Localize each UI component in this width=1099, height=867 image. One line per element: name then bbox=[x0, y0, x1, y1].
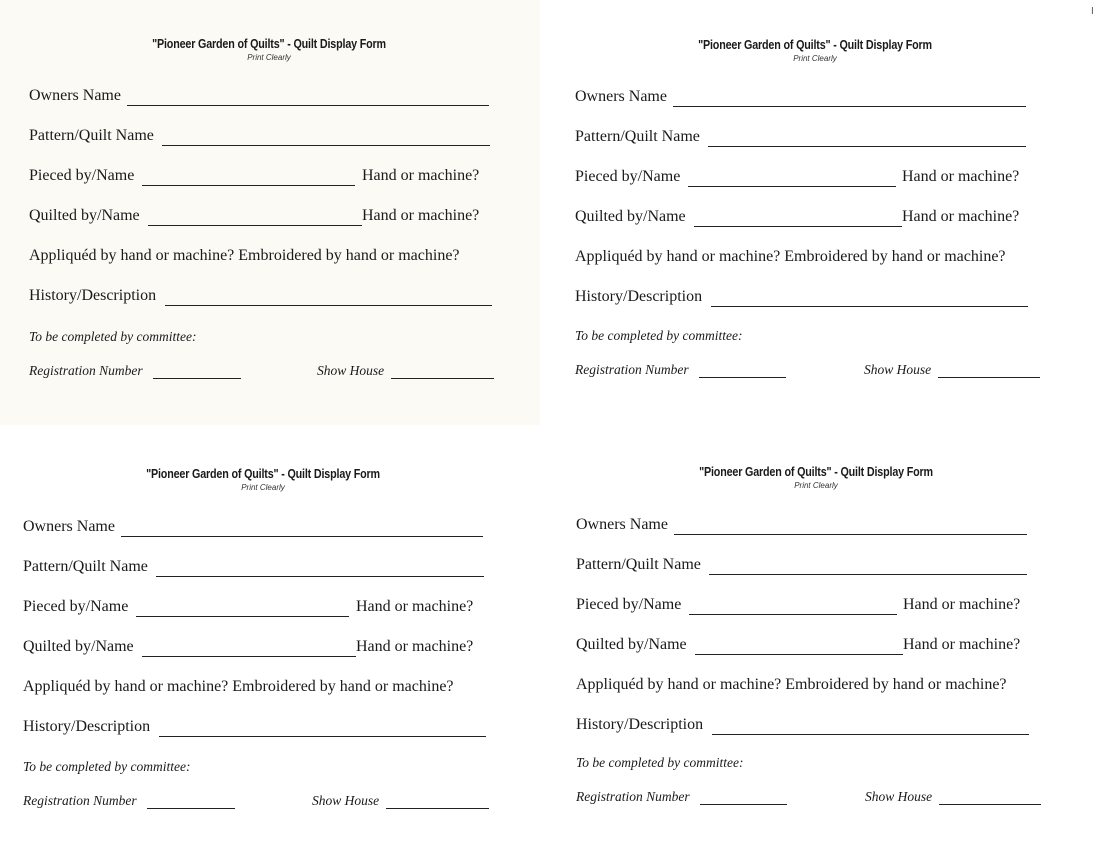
form-subtitle: Print Clearly bbox=[247, 53, 291, 62]
pieced-by-field[interactable] bbox=[688, 186, 896, 187]
pieced-by-label: Pieced by/Name bbox=[576, 596, 682, 613]
registration-number-field[interactable] bbox=[700, 804, 787, 805]
show-house-label: Show House bbox=[312, 793, 380, 808]
form-title: "Pioneer Garden of Quilts" - Quilt Display Form bbox=[146, 467, 380, 481]
pieced-by-label: Pieced by/Name bbox=[23, 598, 129, 615]
pieced-by-field[interactable] bbox=[142, 185, 355, 186]
quilted-by-field[interactable] bbox=[142, 656, 356, 657]
quilted-hand-machine-label: Hand or machine? bbox=[903, 636, 1021, 653]
pattern-name-field[interactable] bbox=[708, 146, 1026, 147]
applique-embroidery-line: Appliquéd by hand or machine? Embroidered by hand or machine? bbox=[23, 678, 454, 695]
pieced-hand-machine-label: Hand or machine? bbox=[902, 168, 1020, 185]
form-subtitle: Print Clearly bbox=[793, 54, 837, 63]
history-description-field[interactable] bbox=[712, 734, 1029, 735]
quilted-by-label: Quilted by/Name bbox=[23, 638, 134, 655]
form-title: "Pioneer Garden of Quilts" - Quilt Display Form bbox=[699, 465, 933, 479]
corner-mark: I bbox=[1091, 6, 1094, 17]
pattern-name-field[interactable] bbox=[162, 145, 490, 146]
committee-note: To be completed by committee: bbox=[23, 759, 191, 774]
show-house-label: Show House bbox=[317, 363, 385, 378]
quilted-by-field[interactable] bbox=[148, 225, 362, 226]
history-description-field[interactable] bbox=[711, 306, 1028, 307]
owners-name-label: Owners Name bbox=[29, 87, 121, 104]
quilted-by-label: Quilted by/Name bbox=[29, 207, 140, 224]
pieced-by-label: Pieced by/Name bbox=[29, 167, 135, 184]
quilt-form-bottom-left bbox=[23, 467, 543, 867]
registration-number-label: Registration Number bbox=[23, 793, 137, 808]
form-title: "Pioneer Garden of Quilts" - Quilt Display Form bbox=[698, 38, 932, 52]
quilted-hand-machine-label: Hand or machine? bbox=[356, 638, 474, 655]
quilt-form-bottom-right bbox=[576, 465, 1096, 865]
owners-name-label: Owners Name bbox=[23, 518, 115, 535]
pieced-hand-machine-label: Hand or machine? bbox=[356, 598, 474, 615]
quilted-hand-machine-label: Hand or machine? bbox=[362, 207, 480, 224]
committee-note: To be completed by committee: bbox=[29, 329, 197, 344]
committee-note: To be completed by committee: bbox=[576, 755, 744, 770]
form-subtitle: Print Clearly bbox=[241, 483, 285, 492]
quilted-by-label: Quilted by/Name bbox=[575, 208, 686, 225]
registration-number-field[interactable] bbox=[699, 377, 786, 378]
applique-embroidery-line: Appliquéd by hand or machine? Embroidered by hand or machine? bbox=[575, 248, 1006, 265]
history-description-label: History/Description bbox=[23, 718, 151, 735]
registration-number-field[interactable] bbox=[147, 808, 235, 809]
show-house-field[interactable] bbox=[386, 808, 489, 809]
form-title: "Pioneer Garden of Quilts" - Quilt Display Form bbox=[152, 37, 386, 51]
registration-number-field[interactable] bbox=[153, 378, 241, 379]
history-description-label: History/Description bbox=[576, 716, 704, 733]
show-house-field[interactable] bbox=[939, 804, 1041, 805]
pieced-hand-machine-label: Hand or machine? bbox=[903, 596, 1021, 613]
show-house-field[interactable] bbox=[391, 378, 494, 379]
history-description-field[interactable] bbox=[159, 736, 486, 737]
committee-note: To be completed by committee: bbox=[575, 328, 743, 343]
pattern-name-label: Pattern/Quilt Name bbox=[23, 558, 148, 575]
show-house-label: Show House bbox=[864, 362, 932, 377]
pieced-by-label: Pieced by/Name bbox=[575, 168, 681, 185]
owners-name-field[interactable] bbox=[674, 534, 1027, 535]
quilted-by-field[interactable] bbox=[695, 654, 903, 655]
owners-name-label: Owners Name bbox=[576, 516, 668, 533]
owners-name-field[interactable] bbox=[673, 106, 1026, 107]
quilt-form-top-right bbox=[575, 38, 1095, 438]
show-house-label: Show House bbox=[865, 789, 933, 804]
applique-embroidery-line: Appliquéd by hand or machine? Embroidered by hand or machine? bbox=[29, 247, 460, 264]
registration-number-label: Registration Number bbox=[29, 363, 143, 378]
applique-embroidery-line: Appliquéd by hand or machine? Embroidered by hand or machine? bbox=[576, 676, 1007, 693]
owners-name-field[interactable] bbox=[127, 105, 489, 106]
history-description-label: History/Description bbox=[29, 287, 157, 304]
owners-name-label: Owners Name bbox=[575, 88, 667, 105]
pattern-name-label: Pattern/Quilt Name bbox=[575, 128, 700, 145]
form-subtitle: Print Clearly bbox=[794, 481, 838, 490]
pattern-name-field[interactable] bbox=[709, 574, 1027, 575]
registration-number-label: Registration Number bbox=[576, 789, 690, 804]
registration-number-label: Registration Number bbox=[575, 362, 689, 377]
show-house-field[interactable] bbox=[938, 377, 1040, 378]
quilted-hand-machine-label: Hand or machine? bbox=[902, 208, 1020, 225]
pattern-name-field[interactable] bbox=[156, 576, 484, 577]
owners-name-field[interactable] bbox=[121, 536, 483, 537]
quilted-by-label: Quilted by/Name bbox=[576, 636, 687, 653]
quilted-by-field[interactable] bbox=[694, 226, 902, 227]
pieced-by-field[interactable] bbox=[136, 616, 349, 617]
history-description-label: History/Description bbox=[575, 288, 703, 305]
quilt-form-top-left bbox=[29, 37, 549, 437]
pieced-by-field[interactable] bbox=[689, 614, 897, 615]
pattern-name-label: Pattern/Quilt Name bbox=[29, 127, 154, 144]
pieced-hand-machine-label: Hand or machine? bbox=[362, 167, 480, 184]
history-description-field[interactable] bbox=[165, 305, 492, 306]
pattern-name-label: Pattern/Quilt Name bbox=[576, 556, 701, 573]
